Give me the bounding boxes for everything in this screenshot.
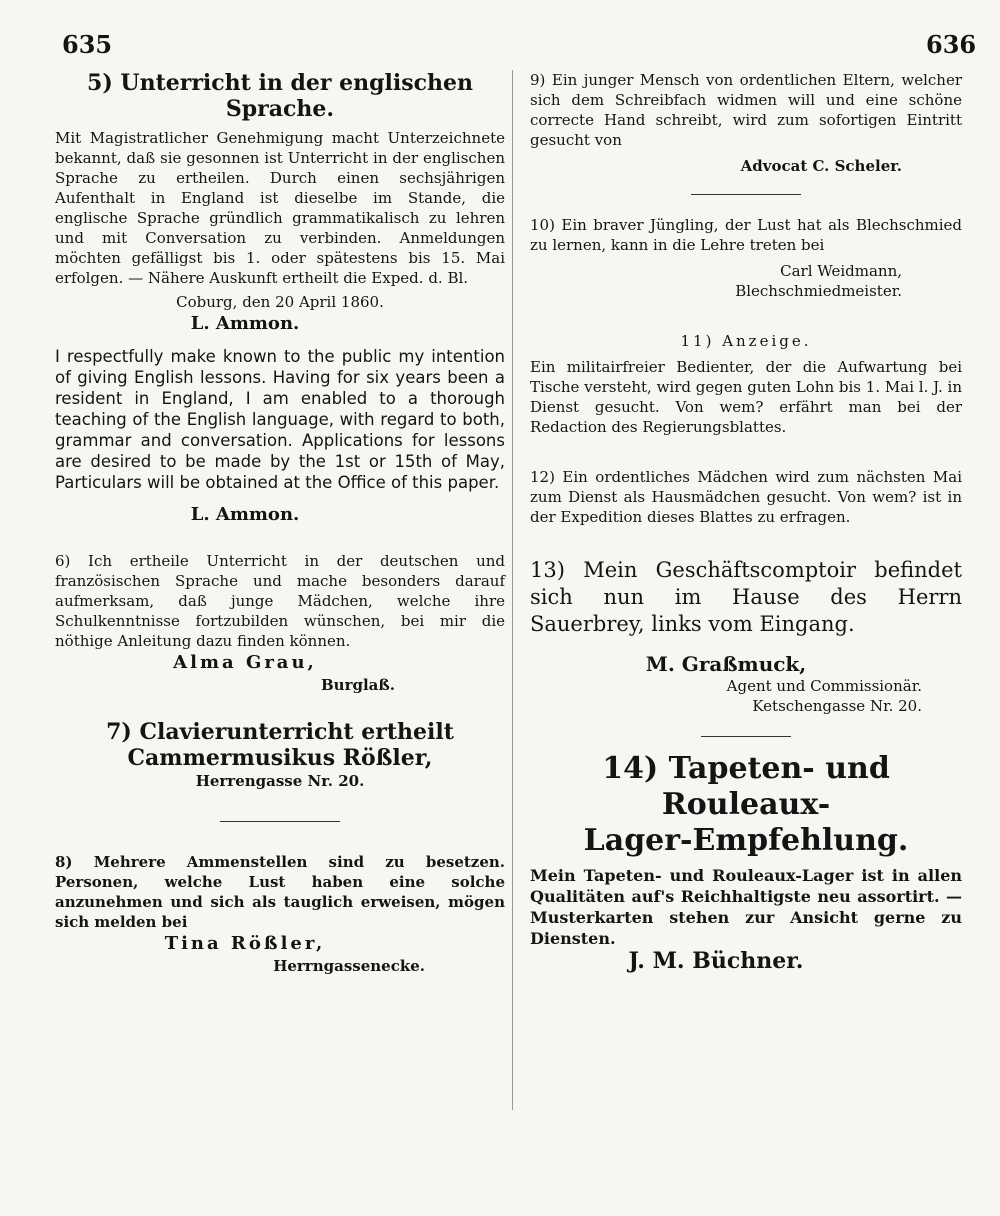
ad-8-nurse-positions: [55, 852, 505, 976]
separator-rule: [220, 821, 340, 822]
right-column: [530, 70, 962, 973]
ad-5-signature: L. Ammon.: [190, 313, 300, 334]
ad-8-body: 8) Mehrere Ammenstellen sind zu besetzen. Personen, welche Lust haben eine solche anzunehmen und sich als tauglich erweisen, mögen sich melden bei: [55, 853, 505, 931]
ad-13-signature-address: Ketschengasse Nr. 20.: [752, 697, 922, 715]
column-divider: [512, 70, 513, 1110]
page-number-left: 635: [62, 30, 113, 59]
ad-14-body: Mein Tapeten- und Rouleaux-Lager ist in allen Qualitäten auf's Reichhaltigste neu assortirt. — Musterkarten stehen zur Ansicht gerne zu Diensten.: [530, 866, 962, 948]
ad-12-body: 12) Ein ordentliches Mädchen wird zum nächsten Mai zum Dienst als Hausmädchen gesucht. Von wem? ist in der Expedition dieses Blattes zu erfragen.: [530, 468, 962, 526]
ad-14-heading: 14) Tapeten- und Rouleaux-: [602, 751, 890, 822]
ad-10-apprentice: [530, 215, 962, 301]
ad-14-heading-cont: Lager-Empfehlung.: [583, 823, 909, 858]
ad-8-signature-name: Tina Rößler,: [164, 933, 326, 954]
ad-13-office-moved: [530, 557, 962, 716]
ad-5-body: Mit Magistratlicher Genehmigung macht Unterzeichnete bekannt, daß sie gesonnen ist Unterricht in der englischen Sprache zu ertheilen. Durch einen sechsjährigen Aufenthalt in England ist dieselbe im Stande, die englische Sprache gründlich grammatikalisch zu lehren und mit Conversation zu verbinden. Anmeldungen möchten gefälligst bis 1. oder spätestens bis 15. Mai erfolgen. — Nähere Auskunft ertheilt die Exped. d. Bl.: [55, 129, 505, 287]
ad-6-language-lessons: [55, 551, 505, 695]
ad-12-maid-wanted: [530, 467, 962, 527]
ad-9-clerk-wanted: [530, 70, 962, 176]
ad-13-signature-name: M. Graßmuck,: [645, 652, 807, 676]
ad-11-servant-wanted: [530, 331, 962, 437]
page-number-right: 636: [926, 30, 977, 59]
ad-7-line-1: 7) Clavierunterricht ertheilt: [106, 719, 454, 745]
ad-7-address: Herrengasse Nr. 20.: [195, 772, 365, 790]
ad-14-wallpaper-store: [530, 751, 962, 973]
ad-11-body: Ein militairfreier Bedienter, der die Aufwartung bei Tische versteht, wird gegen guten Lohn bis 1. Mai l. J. in Dienst gesucht. Von wem? erfährt man bei der Redaction des Regierungsblattes.: [530, 358, 962, 436]
ad-13-signature-title: Agent und Commissionär.: [726, 677, 922, 695]
ad-7-piano-lessons: [55, 719, 505, 791]
ad-11-heading: 11) Anzeige.: [680, 332, 812, 350]
ad-10-signature-name: Carl Weidmann,: [780, 262, 902, 280]
ad-9-signature: Advocat C. Scheler.: [740, 157, 902, 175]
ad-5-date: Coburg, den 20 April 1860.: [176, 293, 384, 311]
ad-6-signature-place: Burglaß.: [320, 676, 395, 694]
ad-7-line-2: Cammermusikus Rößler,: [127, 745, 433, 771]
ad-5-english-lessons: [55, 70, 505, 527]
ad-5-english-text: I respectfully make known to the public my intention of giving English lessons. Having for six years been a resident in England, I am enabled to a thorough teaching of the English language, with regard to both, grammar and conversation. Applications for lessons are desired to be made by the 1st or 15th of May, Particulars will be obtained at the Office of this paper.: [55, 347, 505, 492]
ad-13-body: 13) Mein Geschäftscomptoir befindet sich nun im Hause des Herrn Sauerbrey, links vom Eingang.: [530, 558, 962, 636]
ad-8-signature-place: Herrngasseneckе.: [273, 957, 425, 975]
ad-6-signature-name: Alma Grau,: [173, 652, 317, 673]
separator-rule: [691, 194, 801, 195]
ad-5-english-signature: L. Ammon.: [190, 504, 300, 525]
ad-14-signature: J. M. Büchner.: [628, 948, 804, 974]
ad-5-heading: 5) Unterricht in der englischen: [87, 70, 473, 96]
ad-6-body: 6) Ich ertheile Unterricht in der deutschen und französischen Sprache und mache besonders darauf aufmerksam, daß junge Mädchen, welche ihre Schulkenntnisse fortzubilden wünschen, bei mir die nöthige Anleitung dazu finden können.: [55, 552, 505, 650]
separator-rule: [701, 736, 791, 737]
ad-9-body: 9) Ein junger Mensch von ordentlichen Eltern, welcher sich dem Schreibfach widmen will und eine schöne correcte Hand schreibt, wird zum sofortigen Eintritt gesucht von: [530, 71, 962, 149]
ad-10-body: 10) Ein braver Jüngling, der Lust hat als Blechschmied zu lernen, kann in die Lehre treten bei: [530, 216, 962, 254]
ad-10-signature-title: Blechschmiedmeister.: [735, 282, 902, 300]
left-column: [55, 70, 505, 976]
ad-5-heading-cont: Sprache.: [225, 96, 335, 122]
